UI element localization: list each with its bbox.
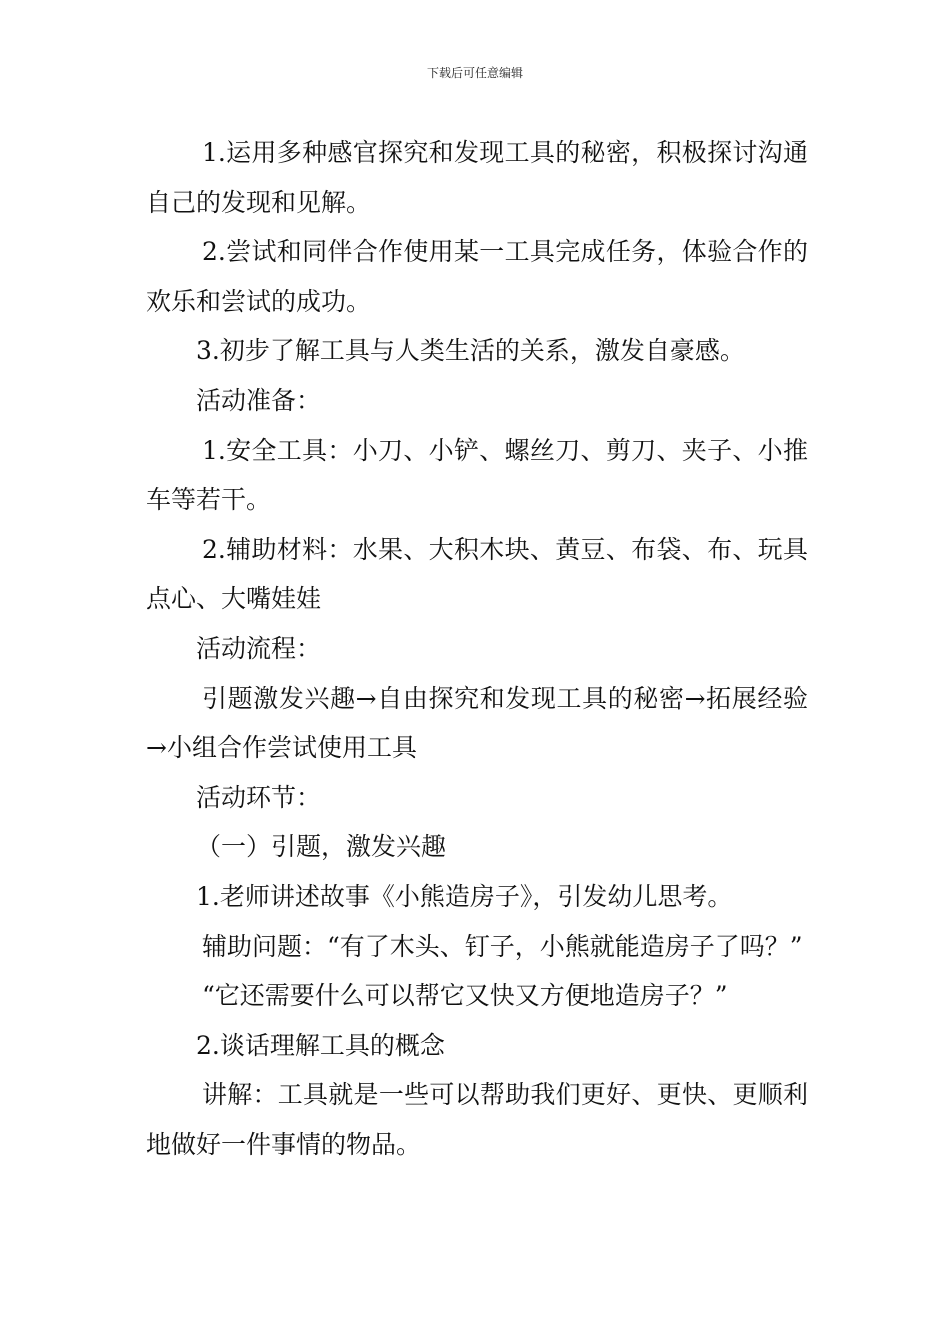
step-paragraph-1: 1.老师讲述故事《小熊造房子》，引发幼儿思考。 bbox=[196, 881, 733, 911]
goal-paragraph-1: 1.运用多种感官探究和发现工具的秘密，积极探讨沟通自己的发现和见解。 bbox=[146, 138, 808, 217]
section-heading-steps: 活动环节： bbox=[196, 782, 322, 812]
explanation-paragraph: 讲解：工具就是一些可以帮助我们更好、更快、更顺利地做好一件事情的物品。 bbox=[146, 1080, 808, 1159]
auxiliary-question-1: 辅助问题：“有了木头、钉子，小熊就能造房子了吗？” bbox=[202, 931, 803, 961]
section-heading-flow: 活动流程： bbox=[196, 633, 322, 663]
flow-paragraph: 引题激发兴趣→自由探究和发现工具的秘密→拓展经验→小组合作尝试使用工具 bbox=[146, 683, 808, 763]
document-body bbox=[146, 128, 808, 1169]
auxiliary-question-2: “它还需要什么可以帮它又快又方便地造房子？” bbox=[202, 981, 728, 1011]
preparation-item-1: 1.安全工具：小刀、小铲、螺丝刀、剪刀、夹子、小推车等若干。 bbox=[146, 435, 808, 515]
preparation-item-2: 2.辅助材料：水果、大积木块、黄豆、布袋、布、玩具点心、大嘴娃娃 bbox=[146, 534, 808, 614]
page-header-note: 下载后可任意编辑 bbox=[426, 66, 523, 80]
step-paragraph-2: 2.谈话理解工具的概念 bbox=[196, 1030, 445, 1060]
goal-paragraph-2: 2.尝试和同伴合作使用某一工具完成任务，体验合作的欢乐和尝试的成功。 bbox=[146, 237, 808, 316]
goal-paragraph-3: 3.初步了解工具与人类生活的关系，激发自豪感。 bbox=[196, 336, 745, 366]
step-heading-1: （一）引题，激发兴趣 bbox=[196, 832, 447, 862]
section-heading-preparation: 活动准备： bbox=[196, 385, 322, 415]
